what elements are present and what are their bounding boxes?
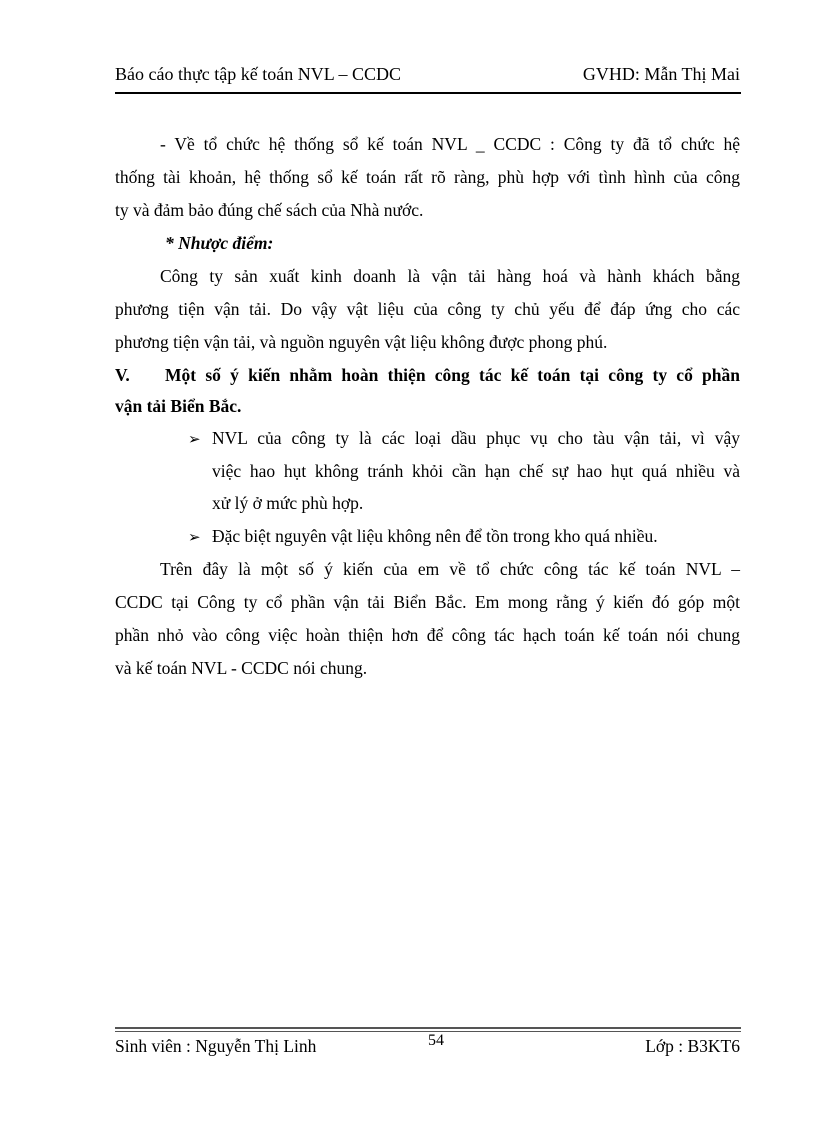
footer-rule bbox=[115, 1027, 741, 1029]
section-number: V. bbox=[115, 365, 130, 385]
footer-class: Lớp : B3KT6 bbox=[645, 1036, 740, 1056]
paragraph-line: phần nhỏ vào công việc hoàn thiện hơn để công tác hạch toán kế toán nói chung bbox=[115, 625, 740, 645]
paragraph-line: thống tài khoản, hệ thống sổ kế toán rất rõ ràng, phù hợp với tình hình của công bbox=[115, 167, 740, 187]
paragraph-line: Công ty sản xuất kinh doanh là vận tải hàng hoá và hành khách bằng bbox=[160, 266, 740, 286]
paragraph-line: và kế toán NVL - CCDC nói chung. bbox=[115, 658, 368, 678]
paragraph-line: phương tiện vận tải. Do vậy vật liệu của công ty chủ yếu để đáp ứng cho các bbox=[115, 299, 740, 319]
bullet-line: Đặc biệt nguyên vật liệu không nên để tồn trong kho quá nhiều. bbox=[212, 526, 658, 546]
bullet-line: NVL của công ty là các loại dầu phục vụ cho tàu vận tải, vì vậy bbox=[212, 428, 740, 448]
page-header bbox=[115, 64, 740, 85]
paragraph-line: phương tiện vận tải, và nguồn nguyên vật liệu không được phong phú. bbox=[115, 332, 608, 352]
arrow-bullet-icon: ➢ bbox=[188, 432, 201, 448]
section-title-line: vận tải Biển Bắc. bbox=[115, 396, 242, 416]
page-number: 54 bbox=[428, 1032, 444, 1049]
bullet-line: xử lý ở mức phù hợp. bbox=[212, 493, 364, 513]
paragraph-line: CCDC tại Công ty cổ phần vận tải Biển Bắc. Em mong rằng ý kiến đó góp một bbox=[115, 592, 740, 612]
header-rule bbox=[115, 92, 741, 94]
arrow-bullet-icon: ➢ bbox=[188, 530, 201, 546]
header-advisor: GVHD: Mẫn Thị Mai bbox=[582, 64, 740, 84]
paragraph-line: - Về tổ chức hệ thống sổ kế toán NVL _ CCDC : Công ty đã tổ chức hệ bbox=[160, 134, 740, 154]
paragraph-line: ty và đảm bảo đúng chế sách của Nhà nước. bbox=[115, 200, 424, 220]
header-title: Báo cáo thực tập kế toán NVL – CCDC bbox=[115, 64, 402, 84]
weakness-heading: * Nhược điểm: bbox=[165, 233, 274, 253]
paragraph-line: Trên đây là một số ý kiến của em về tổ chức công tác kế toán NVL – bbox=[160, 559, 740, 579]
bullet-line: việc hao hụt không tránh khỏi cần hạn chế sự hao hụt quá nhiều và bbox=[212, 461, 740, 481]
section-title-line: Một số ý kiến nhằm hoàn thiện công tác kế toán tại công ty cổ phần bbox=[165, 365, 740, 385]
footer-student: Sinh viên : Nguyễn Thị Linh bbox=[115, 1036, 317, 1056]
